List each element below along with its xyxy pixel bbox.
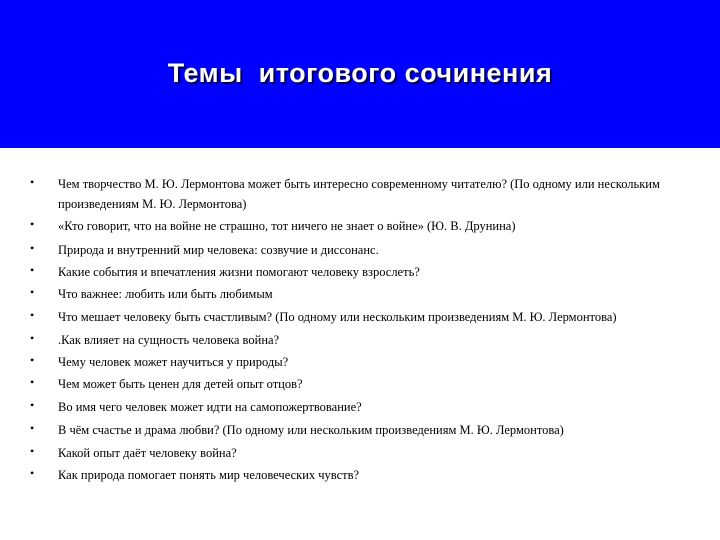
topic-text: Что мешает человеку быть счастливым? (По одному или нескольким произведениям М. Ю. Лермонтова) <box>58 310 617 324</box>
topic-text: Что важнее: любить или быть любимым <box>58 287 273 301</box>
bullet-icon: • <box>30 308 35 322</box>
bullet-icon: • <box>30 444 35 458</box>
topic-text: Во имя чего человек может идти на самопожертвование? <box>58 400 362 414</box>
bullet-icon: • <box>30 285 35 299</box>
topic-text: Чем может быть ценен для детей опыт отцов? <box>58 377 303 391</box>
topic-text: В чём счастье и драма любви? (По одному или нескольким произведениям М. Ю. Лермонтова) <box>58 423 564 437</box>
bullet-icon: • <box>30 241 35 255</box>
topic-text: Какие события и впечатления жизни помогают человеку взрослеть? <box>58 265 420 279</box>
title-banner <box>0 0 720 148</box>
bullet-icon: • <box>30 353 35 367</box>
topic-text: «Кто говорит, что на войне не страшно, тот ничего не знает о войне» (Ю. В. Друнина) <box>58 219 516 233</box>
topic-text: Какой опыт даёт человеку война? <box>58 446 237 460</box>
topic-text: .Как влияет на сущность человека война? <box>58 333 280 347</box>
topic-text: Чем творчество М. Ю. Лермонтова может быть интересно современному читателю? (По одному или нескольким произведениям М. Ю. Лермонтова) <box>58 177 660 211</box>
topic-text: Природа и внутренний мир человека: созвучие и диссонанс. <box>58 243 379 257</box>
bullet-icon: • <box>30 421 35 435</box>
bullet-icon: • <box>30 263 35 277</box>
bullet-icon: • <box>30 375 35 389</box>
topic-text: Как природа помогает понять мир человеческих чувств? <box>58 468 360 482</box>
topic-text: Чему человек может научиться у природы? <box>58 355 289 369</box>
bullet-icon: • <box>30 217 35 231</box>
bullet-icon: • <box>30 175 35 189</box>
slide-title: Темы итогового сочинения <box>167 58 553 88</box>
bullet-icon: • <box>30 331 35 345</box>
bullet-icon: • <box>30 466 35 480</box>
bullet-icon: • <box>30 398 35 412</box>
